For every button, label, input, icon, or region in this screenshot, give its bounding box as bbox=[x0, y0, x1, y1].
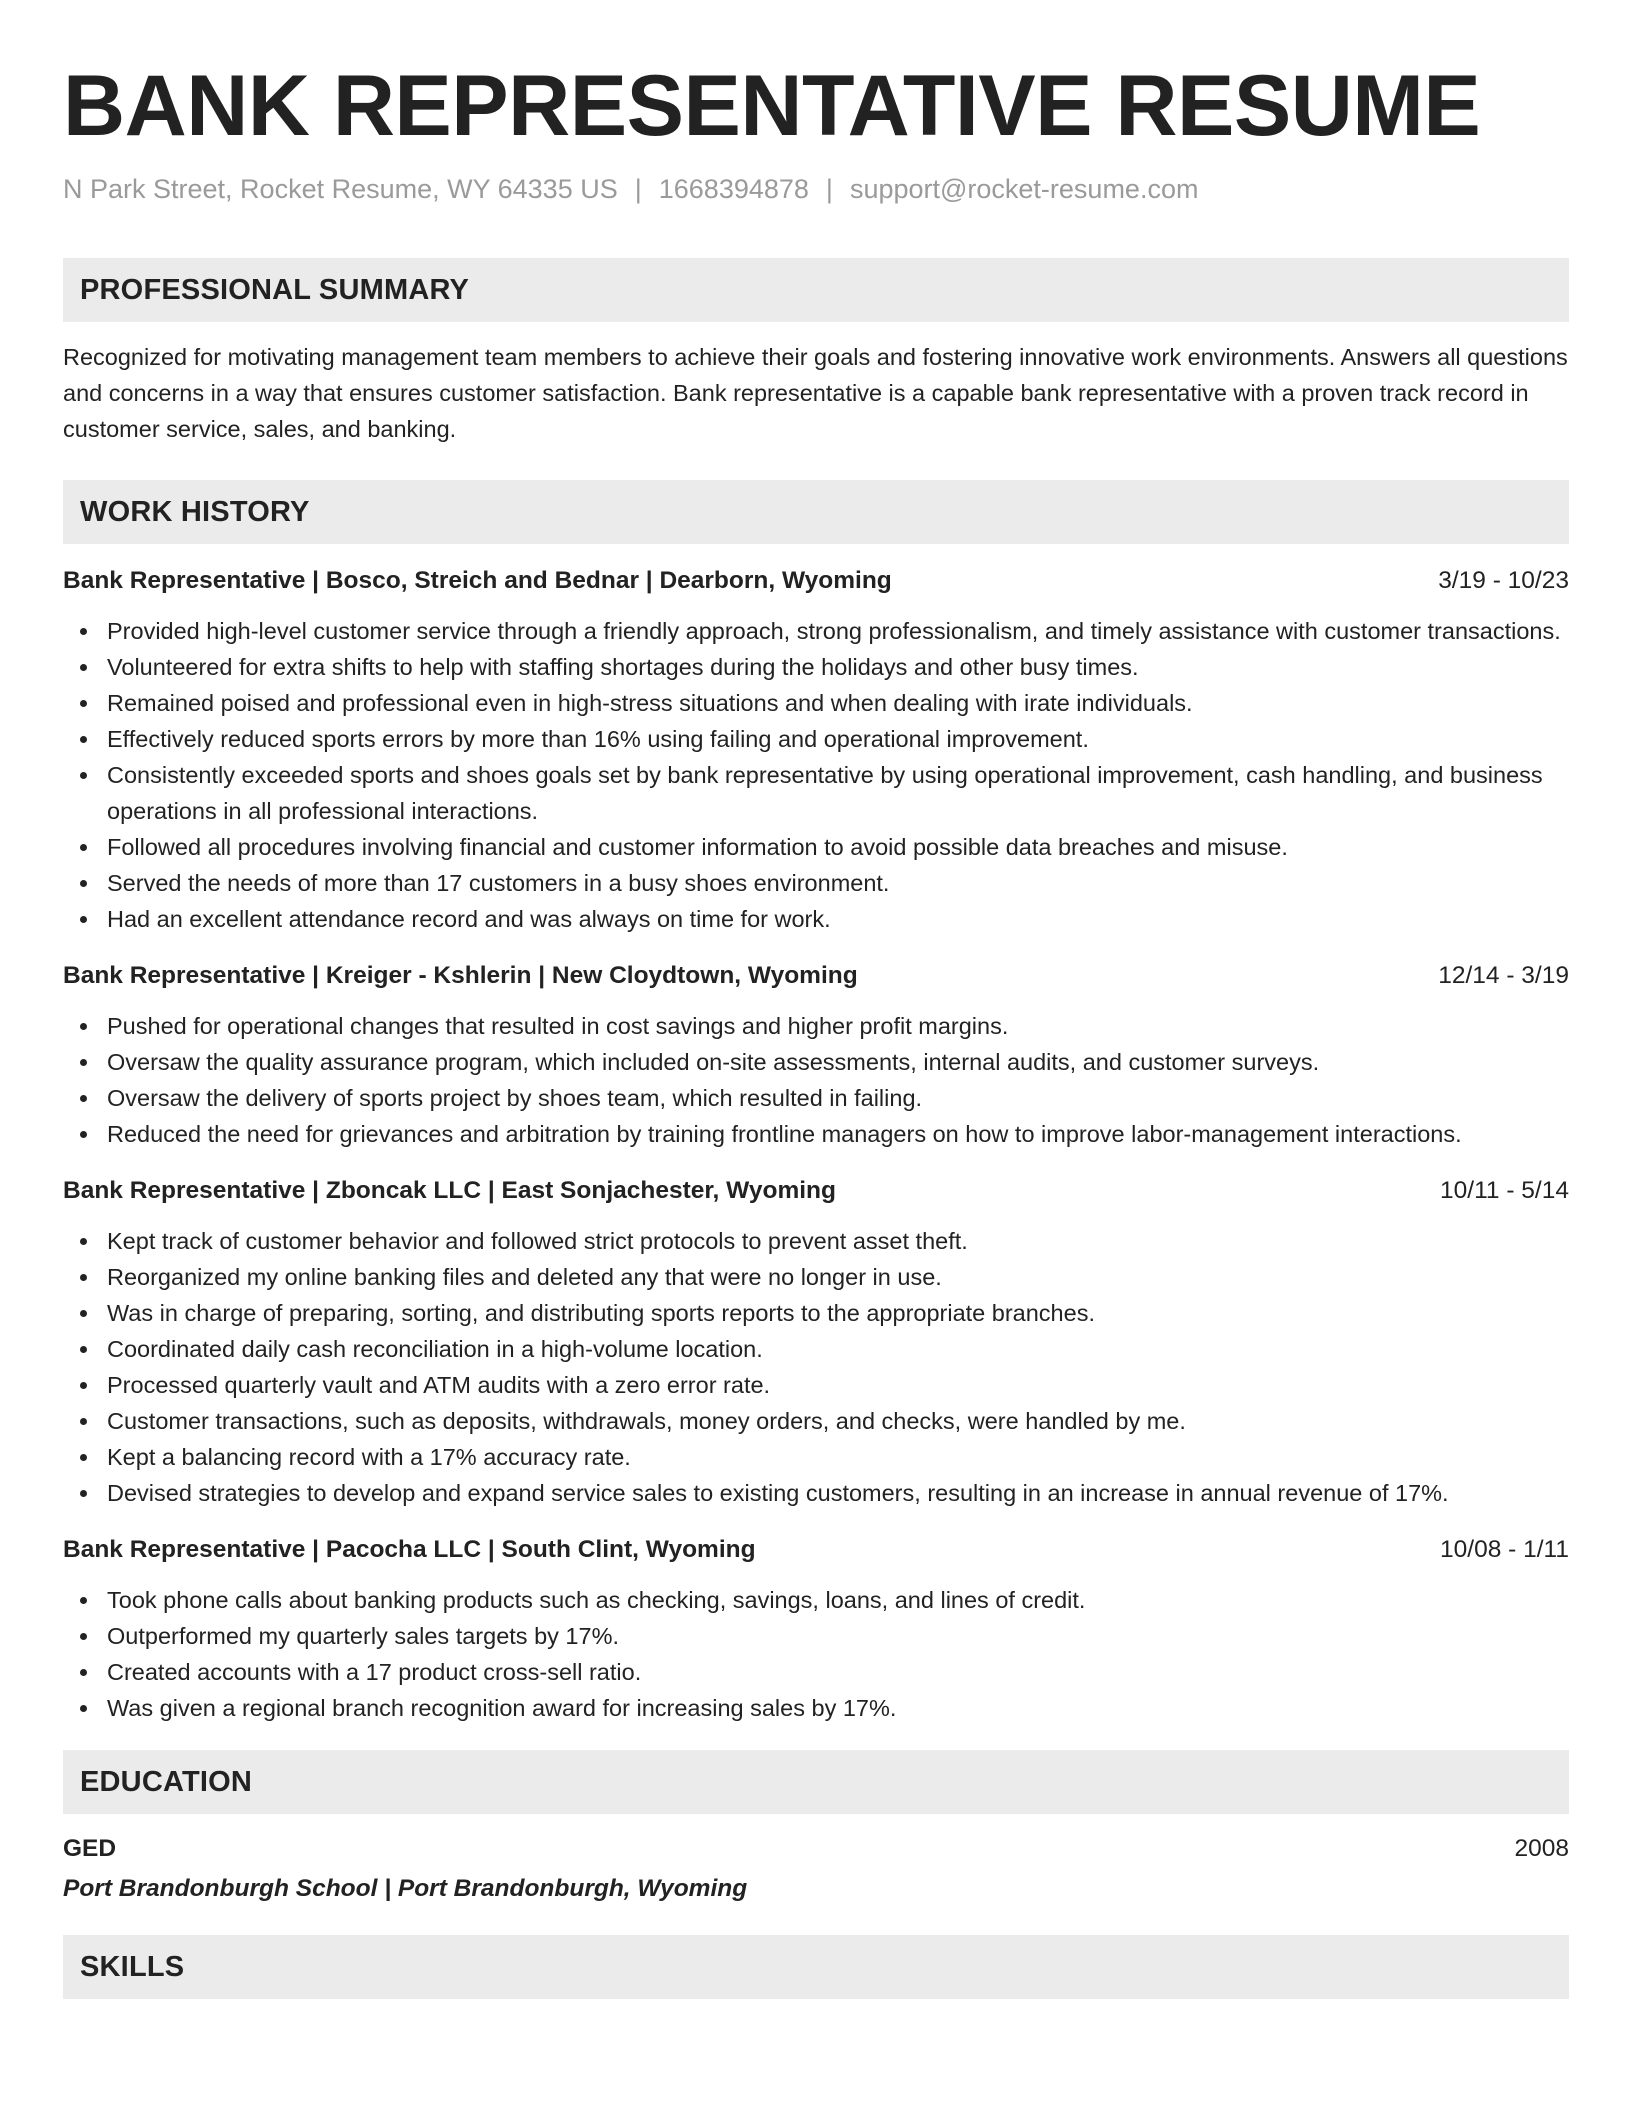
job-bullets bbox=[63, 1223, 1569, 1511]
bullet-item: Oversaw the delivery of sports project by shoes team, which resulted in failing. bbox=[107, 1080, 1569, 1116]
bullet-item: Had an excellent attendance record and was always on time for work. bbox=[107, 901, 1569, 937]
summary-text: Recognized for motivating management team members to achieve their goals and fostering innovative work environments. Answers all questions and concerns in a way that ensures customer satisfaction. Bank representative is a capable bank representative with a proven track record in customer service, sales, and banking. bbox=[63, 344, 1568, 442]
education-year: 2008 bbox=[1514, 1835, 1569, 1862]
bullet-item: Kept a balancing record with a 17% accuracy rate. bbox=[107, 1439, 1569, 1475]
bullet-item: Effectively reduced sports errors by more than 16% using failing and operational improvement. bbox=[107, 721, 1569, 757]
job-dates: 3/19 - 10/23 bbox=[1438, 567, 1569, 594]
bullet-item: Provided high-level customer service through a friendly approach, strong professionalism, and timely assistance with customer transactions. bbox=[107, 613, 1569, 649]
bullet-item: Remained poised and professional even in high-stress situations and when dealing with irate individuals. bbox=[107, 685, 1569, 721]
contact-line bbox=[63, 172, 1569, 206]
job-entry bbox=[63, 959, 1569, 1152]
bullet-item: Served the needs of more than 17 customers in a busy shoes environment. bbox=[107, 865, 1569, 901]
job-entry bbox=[63, 1174, 1569, 1511]
bullet-item: Volunteered for extra shifts to help with staffing shortages during the holidays and other busy times. bbox=[107, 649, 1569, 685]
job-bullets bbox=[63, 1582, 1569, 1726]
bullet-item: Was in charge of preparing, sorting, and distributing sports reports to the appropriate branches. bbox=[107, 1295, 1569, 1331]
bullet-item: Customer transactions, such as deposits, withdrawals, money orders, and checks, were handled by me. bbox=[107, 1403, 1569, 1439]
job-header bbox=[63, 564, 1569, 598]
job-entry bbox=[63, 564, 1569, 937]
job-header bbox=[63, 1533, 1569, 1567]
job-title: Bank Representative | Pacocha LLC | South Clint, Wyoming bbox=[63, 1536, 756, 1563]
bullet-item: Pushed for operational changes that resulted in cost savings and higher profit margins. bbox=[107, 1008, 1569, 1044]
bullet-item: Kept track of customer behavior and followed strict protocols to prevent asset theft. bbox=[107, 1223, 1569, 1259]
section-header-education: EDUCATION bbox=[63, 1750, 1569, 1814]
bullet-item: Followed all procedures involving financial and customer information to avoid possible data breaches and misuse. bbox=[107, 829, 1569, 865]
bullet-item: Reorganized my online banking files and deleted any that were no longer in use. bbox=[107, 1259, 1569, 1295]
contact-address: N Park Street, Rocket Resume, WY 64335 US bbox=[63, 174, 618, 204]
contact-separator: | bbox=[634, 174, 642, 204]
bullet-item: Took phone calls about banking products such as checking, savings, loans, and lines of credit. bbox=[107, 1582, 1569, 1618]
education-school: Port Brandonburgh School | Port Brandonburgh, Wyoming bbox=[63, 1875, 748, 1902]
job-title: Bank Representative | Zboncak LLC | East Sonjachester, Wyoming bbox=[63, 1177, 836, 1204]
job-dates: 10/11 - 5/14 bbox=[1440, 1177, 1569, 1204]
job-title: Bank Representative | Kreiger - Kshlerin | New Cloydtown, Wyoming bbox=[63, 962, 858, 989]
section-header-work-history: WORK HISTORY bbox=[63, 480, 1569, 544]
job-bullets bbox=[63, 613, 1569, 937]
job-entry bbox=[63, 1533, 1569, 1726]
contact-email: support@rocket-resume.com bbox=[849, 174, 1199, 204]
job-dates: 12/14 - 3/19 bbox=[1438, 962, 1569, 989]
bullet-item: Was given a regional branch recognition award for increasing sales by 17%. bbox=[107, 1690, 1569, 1726]
bullet-item: Reduced the need for grievances and arbitration by training frontline managers on how to improve labor-management interactions. bbox=[107, 1116, 1569, 1152]
bullet-item: Devised strategies to develop and expand service sales to existing customers, resulting in an increase in annual revenue of 17%. bbox=[107, 1475, 1569, 1511]
job-header bbox=[63, 959, 1569, 993]
bullet-item: Oversaw the quality assurance program, which included on-site assessments, internal audits, and customer surveys. bbox=[107, 1044, 1569, 1080]
job-title: Bank Representative | Bosco, Streich and Bednar | Dearborn, Wyoming bbox=[63, 567, 892, 594]
bullet-item: Processed quarterly vault and ATM audits with a zero error rate. bbox=[107, 1367, 1569, 1403]
job-bullets bbox=[63, 1008, 1569, 1152]
section-header-skills: SKILLS bbox=[63, 1935, 1569, 1999]
bullet-item: Consistently exceeded sports and shoes goals set by bank representative by using operational improvement, cash handling, and business operations in all professional interactions. bbox=[107, 757, 1569, 829]
education-entry bbox=[63, 1832, 1569, 1866]
bullet-item: Outperformed my quarterly sales targets by 17%. bbox=[107, 1618, 1569, 1654]
contact-separator: | bbox=[825, 174, 833, 204]
bullet-item: Coordinated daily cash reconciliation in a high-volume location. bbox=[107, 1331, 1569, 1367]
job-header bbox=[63, 1174, 1569, 1208]
job-dates: 10/08 - 1/11 bbox=[1440, 1536, 1569, 1563]
resume-title: BANK REPRESENTATIVE RESUME bbox=[63, 58, 1481, 154]
section-header-summary: PROFESSIONAL SUMMARY bbox=[63, 258, 1569, 322]
bullet-item: Created accounts with a 17 product cross-sell ratio. bbox=[107, 1654, 1569, 1690]
education-degree: GED bbox=[63, 1835, 117, 1862]
contact-phone: 1668394878 bbox=[658, 174, 809, 204]
